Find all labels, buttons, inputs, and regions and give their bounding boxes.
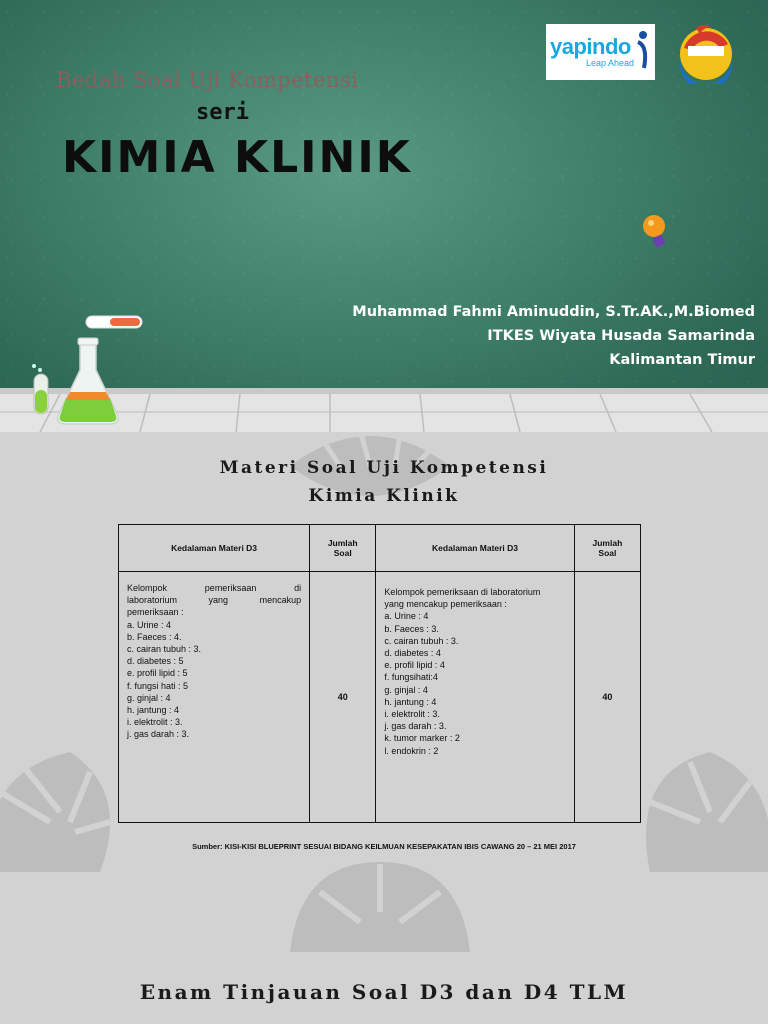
header-jumlah-soal-label: Jumlah Soal — [592, 538, 623, 558]
cover-banner — [0, 0, 768, 432]
list-item: i. elektrolit : 3. — [127, 717, 183, 728]
list-item: j. gas darah : 3. — [127, 729, 190, 740]
intro-line: laboratorium yang mencakup — [127, 595, 302, 606]
yapindo-logo-tagline: Leap Ahead — [586, 58, 635, 68]
header-kedalaman-d3: Kedalaman Materi D3 — [376, 525, 574, 572]
list-item: e. profil lipid : 5 — [127, 668, 188, 679]
list-item: b. Faeces : 4. — [127, 631, 182, 642]
list-item: i. elektrolit : 3. — [384, 709, 440, 720]
itkes-logo — [674, 20, 738, 84]
lightbulb-icon — [640, 212, 674, 254]
header-jumlah-soal-label: Jumlah Soal — [327, 538, 358, 558]
list-item: l. endokrin : 2 — [384, 745, 439, 756]
cover-title: KIMIA KLINIK — [62, 132, 412, 183]
list-item: d. diabetes : 4 — [384, 648, 441, 659]
list-item: j. gas darah : 3. — [384, 721, 447, 732]
lab-flask-icon — [30, 308, 150, 432]
materi-table — [118, 524, 641, 823]
materi-section — [0, 432, 768, 1024]
materi-title: Materi Soal Uji Kompetensi — [219, 458, 549, 478]
list-item: g. ginjal : 4 — [127, 692, 171, 703]
list-item: e. profil lipid : 4 — [384, 660, 445, 671]
jumlah-soal-right: 40 — [574, 572, 640, 823]
list-item: c. cairan tubuh : 3. — [127, 644, 202, 655]
intro-line: Kelompok pemeriksaan di — [127, 583, 302, 593]
jumlah-soal-left: 40 — [310, 572, 376, 823]
monstera-leaf-icon — [630, 742, 768, 882]
list-item: d. diabetes : 5 — [127, 656, 184, 667]
list-item: h. jantung : 4 — [384, 696, 437, 707]
footer-title: Enam Tinjauan Soal D3 dan D4 TLM — [139, 980, 629, 1004]
list-item: b. Faeces : 3. — [384, 623, 439, 634]
intro-line: pemeriksaan : — [127, 607, 184, 618]
list-item: c. cairan tubuh : 3. — [384, 635, 459, 646]
list-item: a. Urine : 4 — [127, 619, 172, 630]
materi-cell-left — [119, 572, 310, 823]
header-jumlah-soal — [310, 525, 376, 572]
materi-subtitle: Kimia Klinik — [308, 486, 460, 506]
table-row — [119, 572, 641, 823]
table-header-row — [119, 525, 641, 572]
intro-line: yang mencakup pemeriksaan : — [384, 599, 507, 610]
intro-line: Kelompok pemeriksaan di laboratorium — [384, 587, 541, 597]
source-note: Sumber: KISI-KISI BLUEPRINT SESUAI BIDANG KEILMUAN KESEPAKATAN IBIS CAWANG 20 – 21 MEI 2017 — [192, 842, 576, 851]
list-item: a. Urine : 4 — [384, 611, 429, 622]
header-kedalaman-d3: Kedalaman Materi D3 — [119, 525, 310, 572]
materi-cell-right — [376, 572, 574, 823]
list-item: k. tumor marker : 2 — [384, 733, 460, 744]
list-item: f. fungsi hati : 5 — [127, 680, 189, 691]
header-jumlah-soal — [574, 525, 640, 572]
list-item: h. jantung : 4 — [127, 705, 180, 716]
yapindo-logo — [546, 24, 655, 80]
list-item: g. ginjal : 4 — [384, 684, 428, 695]
author-institution: ITKES Wiyata Husada Samarinda — [487, 328, 755, 344]
list-item: f. fungsihati:4 — [384, 672, 438, 683]
yapindo-logo-text: yapindo — [550, 34, 631, 59]
author-block — [352, 300, 755, 372]
cover-subtitle: Bedah Soal Uji Kompetensi — [56, 68, 359, 92]
author-name: Muhammad Fahmi Aminuddin, S.Tr.AK.,M.Biomed — [352, 304, 755, 320]
author-region: Kalimantan Timur — [609, 352, 755, 368]
yapindo-figure-icon — [634, 30, 652, 70]
monstera-leaf-icon — [0, 732, 130, 882]
cover-seri: seri — [196, 100, 249, 125]
monstera-leaf-icon — [280, 852, 480, 962]
